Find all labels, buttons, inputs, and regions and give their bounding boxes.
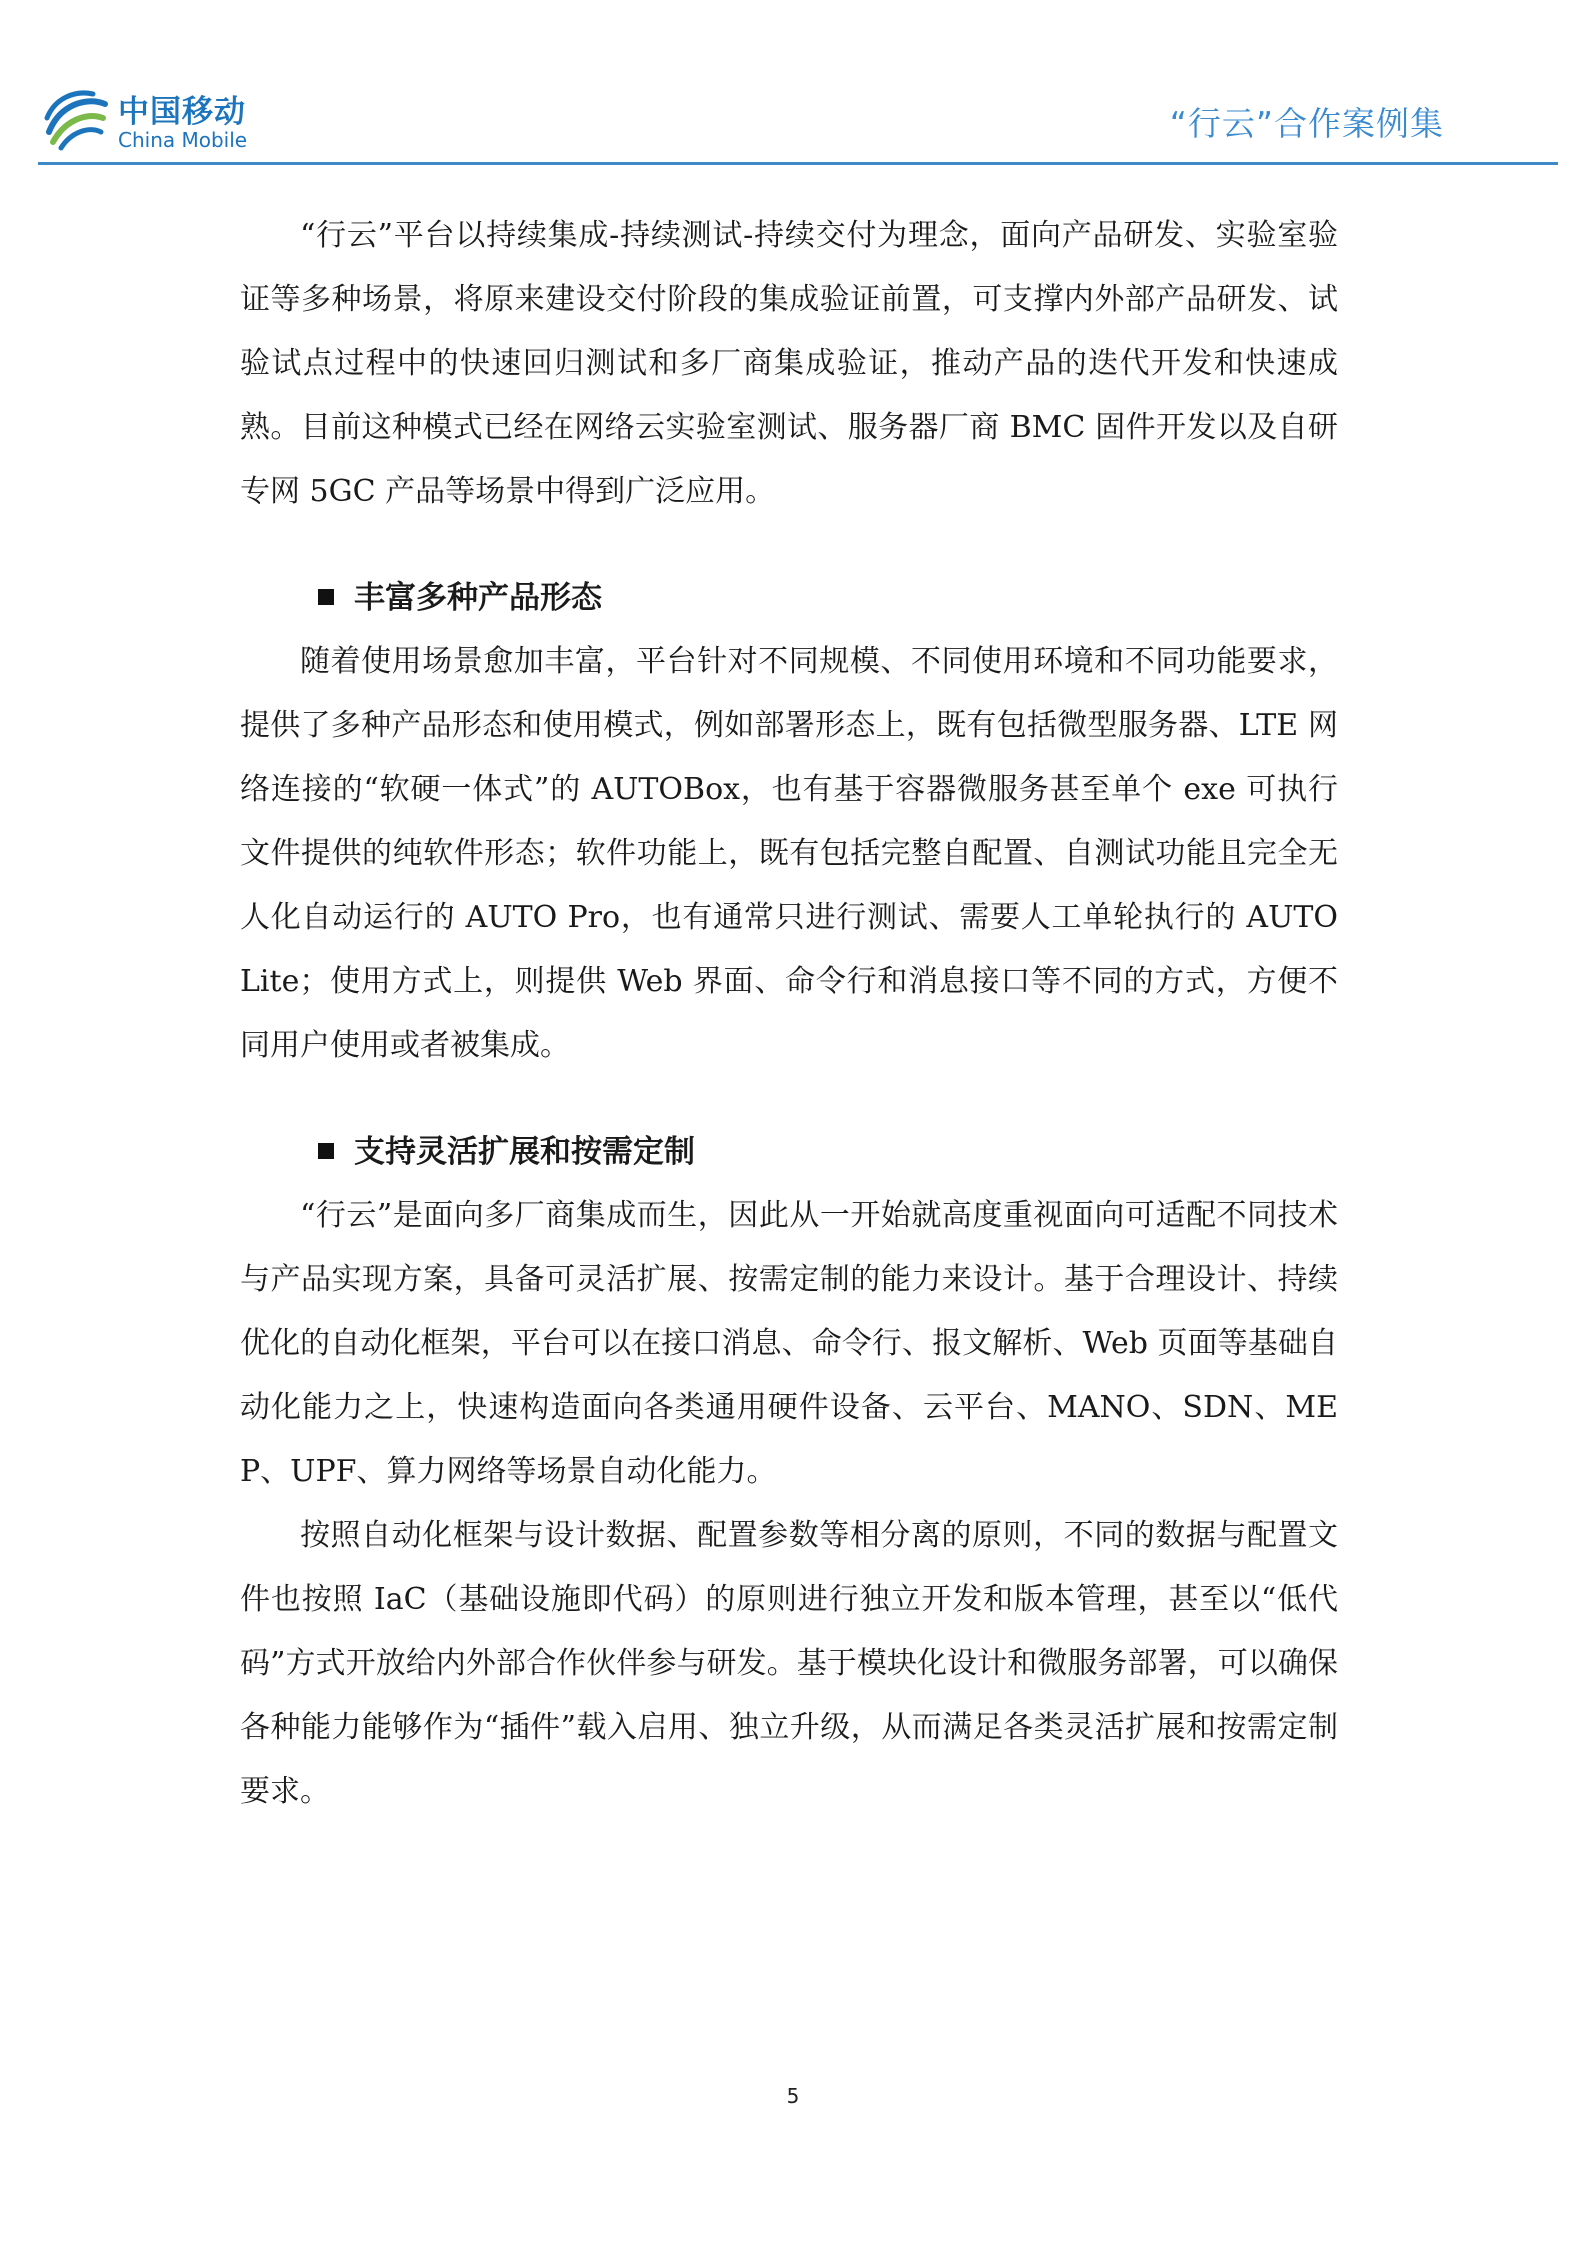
page-body xyxy=(240,204,1338,1824)
section-heading-text: 支持灵活扩展和按需定制 xyxy=(354,1134,695,1170)
product-forms-paragraph: 随着使用场景愈加丰富，平台针对不同规模、不同使用环境和不同功能要求，提供了多种产品形态和使用模式，例如部署形态上，既有包括微型服务器、LTE 网络连接的“软硬一体式”的 AUTOBox，也有基于容器微服务甚至单个 exe 可执行文件提供的纯软件形态；软件功能上，既有包括完整自配置、自测试功能且完全无人化自动运行的 AUTO Pro，也有通常只进行测试、需要人工单轮执行的 AUTO Lite；使用方式上，则提供 Web 界面、命令行和消息接口等不同的方式，方便不同用户使用或者被集成。 xyxy=(240,644,1338,1063)
page-header xyxy=(38,70,1558,165)
document-title: “行云”合作案例集 xyxy=(1169,104,1444,143)
page-number: 5 xyxy=(786,2084,800,2108)
section-heading-product-forms xyxy=(240,566,1338,630)
china-mobile-logo-icon xyxy=(41,84,111,154)
section-heading-text: 丰富多种产品形态 xyxy=(354,580,602,616)
brand-name-en: China Mobile xyxy=(118,128,248,152)
section-heading-extension xyxy=(240,1120,1338,1184)
intro-paragraph: “行云”平台以持续集成-持续测试-持续交付为理念，面向产品研发、实验室验证等多种场景，将原来建设交付阶段的集成验证前置，可支撑内外部产品研发、试验试点过程中的快速回归测试和多厂商集成验证，推动产品的迭代开发和快速成熟。目前这种模式已经在网络云实验室测试、服务器厂商 BMC 固件开发以及自研专网 5GC 产品等场景中得到广泛应用。 xyxy=(240,218,1338,509)
extension-paragraph-1: “行云”是面向多厂商集成而生，因此从一开始就高度重视面向可适配不同技术与产品实现方案，具备可灵活扩展、按需定制的能力来设计。基于合理设计、持续优化的自动化框架，平台可以在接口消息、命令行、报文解析、Web 页面等基础自动化能力之上，快速构造面向各类通用硬件设备、云平台、MANO、SDN、MEP、UPF、算力网络等场景自动化能力。 xyxy=(240,1198,1338,1489)
extension-paragraph-2: 按照自动化框架与设计数据、配置参数等相分离的原则，不同的数据与配置文件也按照 IaC（基础设施即代码）的原则进行独立开发和版本管理，甚至以“低代码”方式开放给内外部合作伙伴参与研发。基于模块化设计和微服务部署，可以确保各种能力能够作为“插件”载入启用、独立升级，从而满足各类灵活扩展和按需定制要求。 xyxy=(240,1518,1338,1809)
square-bullet-icon xyxy=(318,1143,334,1159)
brand-name-cn: 中国移动 xyxy=(118,94,246,130)
square-bullet-icon xyxy=(318,589,334,605)
